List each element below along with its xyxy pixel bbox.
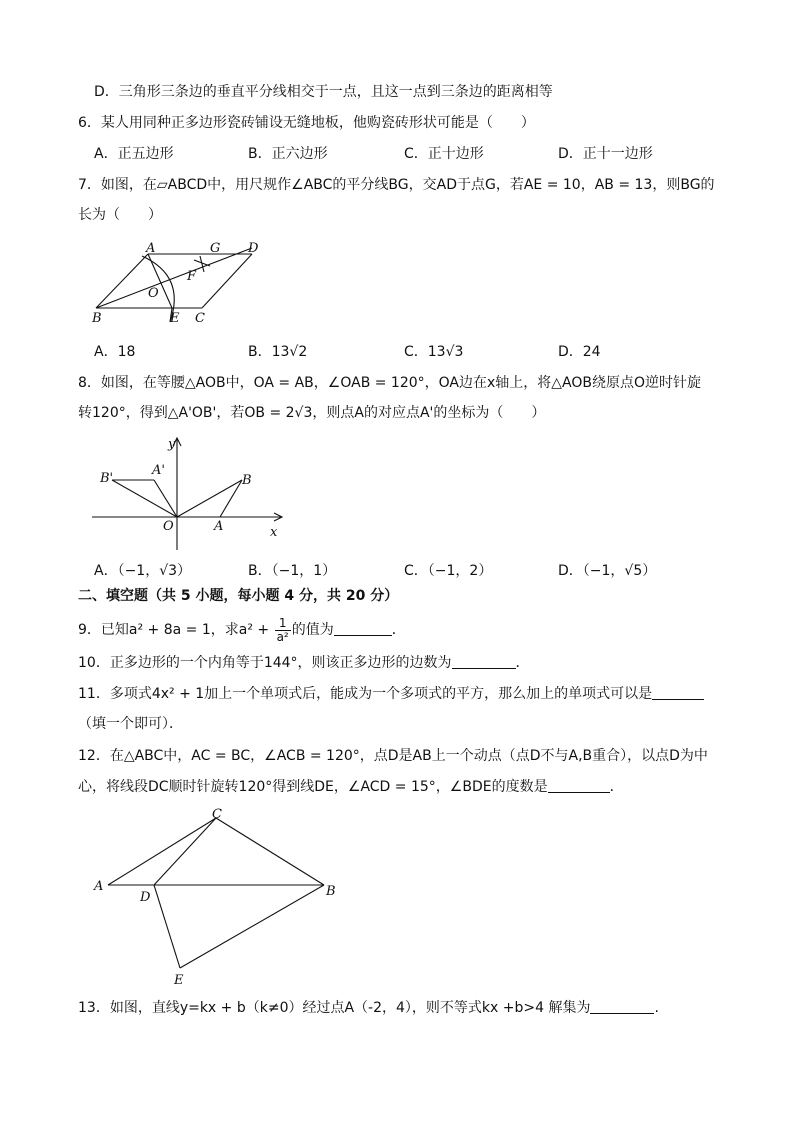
q7-label-f: F [187,269,197,284]
q8-label-b: B [242,473,252,488]
q12-label-d: D [140,890,151,905]
q12-label-b: B [326,884,336,899]
q9-stem [78,614,406,646]
q13-end: . [654,1000,659,1016]
q13-answer-blank[interactable] [590,999,654,1014]
q12-end: ． [609,779,624,795]
q5-option-d: D．三角形三条边的垂直平分线相交于一点，且这一点到三条边的距离相等 [94,84,553,100]
q11-pre: 11．多项式4x² + 1加上一个单项式后，能成为一个多项式的平方，那么加上的单项式可以是 [78,686,653,702]
q9-fraction-denominator: a² [276,629,289,644]
q9-post: 的值为 [291,622,334,638]
q10-pre: 10．正多边形的一个内角等于144°，则该正多边形的边数为 [78,655,452,671]
q11-answer-blank[interactable] [652,685,704,700]
q6-option-c: C．正十边形 [404,146,484,162]
q7-label-o: O [148,286,159,301]
q8-label-a: A [214,519,224,534]
q9-pre: 9．已知a² + 8a = 1，求a² + [78,622,274,638]
q12-pre: 心，将线段DC顺时针旋转120°得到线DE，∠ACD = 15°，∠BDE的度数是 [78,779,548,795]
q11-stem-line2: （填一个即可）． [78,716,183,732]
q7-label-b: B [92,311,102,326]
q8-option-a: A．（−1，√3） [94,563,192,579]
q13-stem [78,998,659,1018]
q8-option-b: B．（−1，1） [248,563,337,579]
q7-label-e: E [170,311,180,326]
q11-stem [78,684,704,704]
q12-label-a: A [94,879,104,894]
q12-label-c: C [212,807,222,822]
q9-fraction [275,617,291,644]
q7-option-d: D．24 [558,344,601,360]
q12-label-e: E [174,973,184,988]
q6-stem: 6．某人用同种正多边形瓷砖铺设无缝地板，他购瓷砖形状可能是（ ） [78,115,535,131]
q7-label-a: A [146,241,156,256]
q8-stem-line1: 8．如图，在等腰△AOB中，OA = AB，∠OAB = 120°，OA边在x轴上，将△AOB绕原点O逆时针旋 [78,375,702,391]
q7-label-d: D [248,241,259,256]
q7-option-a: A．18 [94,344,136,360]
q9-end: ． [391,622,406,638]
q7-option-b: B．13√2 [248,344,308,360]
q10-stem [78,653,530,673]
q10-answer-blank[interactable] [452,654,516,669]
q8-option-d: D．（−1，√5） [558,563,657,579]
q6-option-a: A．正五边形 [94,146,174,162]
q6-option-b: B．正六边形 [248,146,328,162]
q13-pre: 13．如图，直线y=kx + b（k≠0）经过点A（-2，4），则不等式kx +b>4 解集为 [78,1000,591,1016]
q6-option-d: D．正十一边形 [558,146,653,162]
q7-stem-line1: 7．如图，在▱ABCD中，用尺规作∠ABC的平分线BG，交AD于点G，若AE = 10，AB = 13，则BG的 [78,177,715,193]
q8-axis-x-label: x [270,525,278,540]
q8-label-o: O [163,519,174,534]
q12-stem-line2 [78,777,624,797]
q8-option-c: C．（−1，2） [404,563,493,579]
q8-axis-y-label: y [168,437,176,452]
q8-label-a-prime: A' [152,463,165,478]
q7-label-g: G [210,241,221,256]
q9-answer-blank[interactable] [334,621,392,636]
q7-stem-line2: 长为（ ） [78,207,162,223]
section-2-heading: 二、填空题（共 5 小题，每小题 4 分，共 20 分） [78,588,399,604]
q12-stem-line1: 12．在△ABC中，AC = BC，∠ACB = 120°，点D是AB上一个动点（点D不与A,B重合），以点D为中 [78,748,708,764]
q12-answer-blank[interactable] [548,778,610,793]
q7-label-c: C [195,311,205,326]
q7-option-c: C．13√3 [404,344,464,360]
q7-parallelogram-figure [86,236,276,328]
q10-end: ． [515,655,530,671]
q8-coordinate-figure [90,432,290,554]
q9-fraction-numerator: 1 [275,617,291,631]
q8-stem-line2: 转120°，得到△A'OB'，若OB = 2√3，则点A的对应点A'的坐标为（ ） [78,405,546,421]
q12-triangle-figure [88,804,348,990]
q8-label-b-prime: B' [100,471,114,486]
